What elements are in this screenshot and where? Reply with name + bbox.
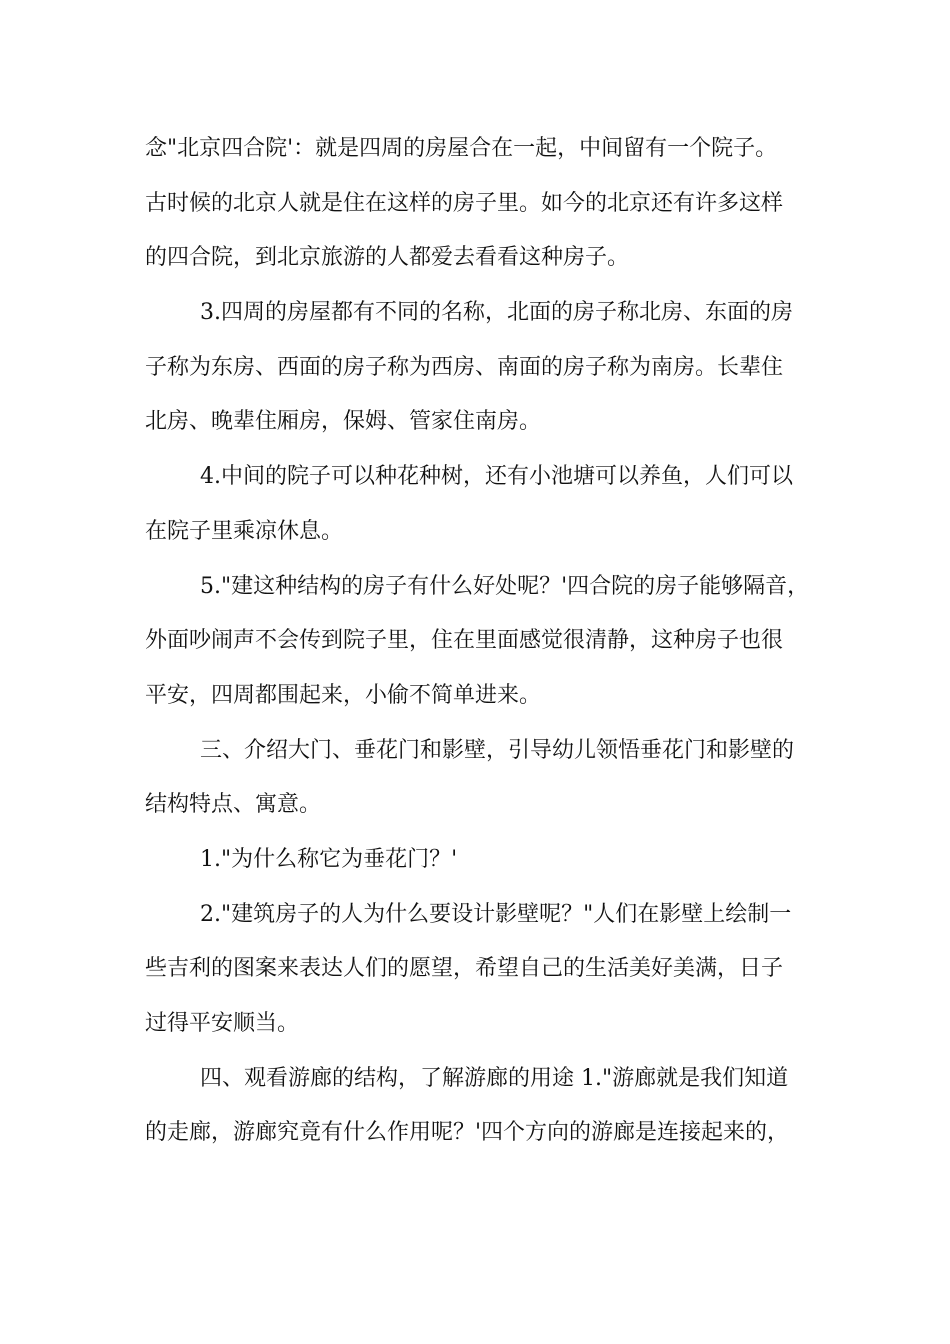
text-line: 外面吵闹声不会传到院子里，住在里面感觉很清静，这种房子也很 bbox=[145, 628, 784, 654]
document-body bbox=[145, 130, 810, 1169]
text-line: 在院子里乘凉休息。 bbox=[145, 518, 344, 544]
text-line: 结构特点、寓意。 bbox=[145, 792, 322, 818]
text-line: 四、观看游廊的结构，了解游廊的用途 1."游廊就是我们知道 bbox=[200, 1065, 789, 1091]
text-line: 的四合院，到北京旅游的人都爱去看看这种房子。 bbox=[145, 245, 630, 271]
text-line: 北房、晚辈住厢房，保姆、管家住南房。 bbox=[145, 409, 542, 435]
text-line: 平安，四周都围起来，小偷不简单进来。 bbox=[145, 682, 542, 708]
text-line: 念"北京四合院'：就是四周的房屋合在一起，中间留有一个院子。 bbox=[145, 136, 778, 161]
text-line: 三、介绍大门、垂花门和影壁，引导幼儿领悟垂花门和影壁的 bbox=[200, 737, 795, 763]
text-line: 古时候的北京人就是住在这样的房子里。如今的北京还有许多这样 bbox=[145, 190, 784, 216]
text-line: 些吉利的图案来表达人们的愿望，希望自己的生活美好美满，日子 bbox=[145, 956, 784, 982]
text-line: 5."建这种结构的房子有什么好处呢？'四合院的房子能够隔音， bbox=[200, 573, 810, 599]
text-line: 过得平安顺当。 bbox=[145, 1011, 300, 1036]
text-line: 4.中间的院子可以种花种树，还有小池塘可以养鱼，人们可以 bbox=[200, 464, 793, 490]
text-line: 3.四周的房屋都有不同的名称，北面的房子称北房、东面的房 bbox=[200, 300, 793, 326]
text-line: 的走廊，游廊究竟有什么作用呢？'四个方向的游廊是连接起来的， bbox=[145, 1120, 790, 1146]
text-line: 子称为东房、西面的房子称为西房、南面的房子称为南房。长辈住 bbox=[145, 354, 784, 380]
text-line: 1."为什么称它为垂花门？' bbox=[200, 846, 458, 872]
text-line: 2."建筑房子的人为什么要设计影壁呢？"人们在影壁上绘制一 bbox=[200, 901, 792, 927]
